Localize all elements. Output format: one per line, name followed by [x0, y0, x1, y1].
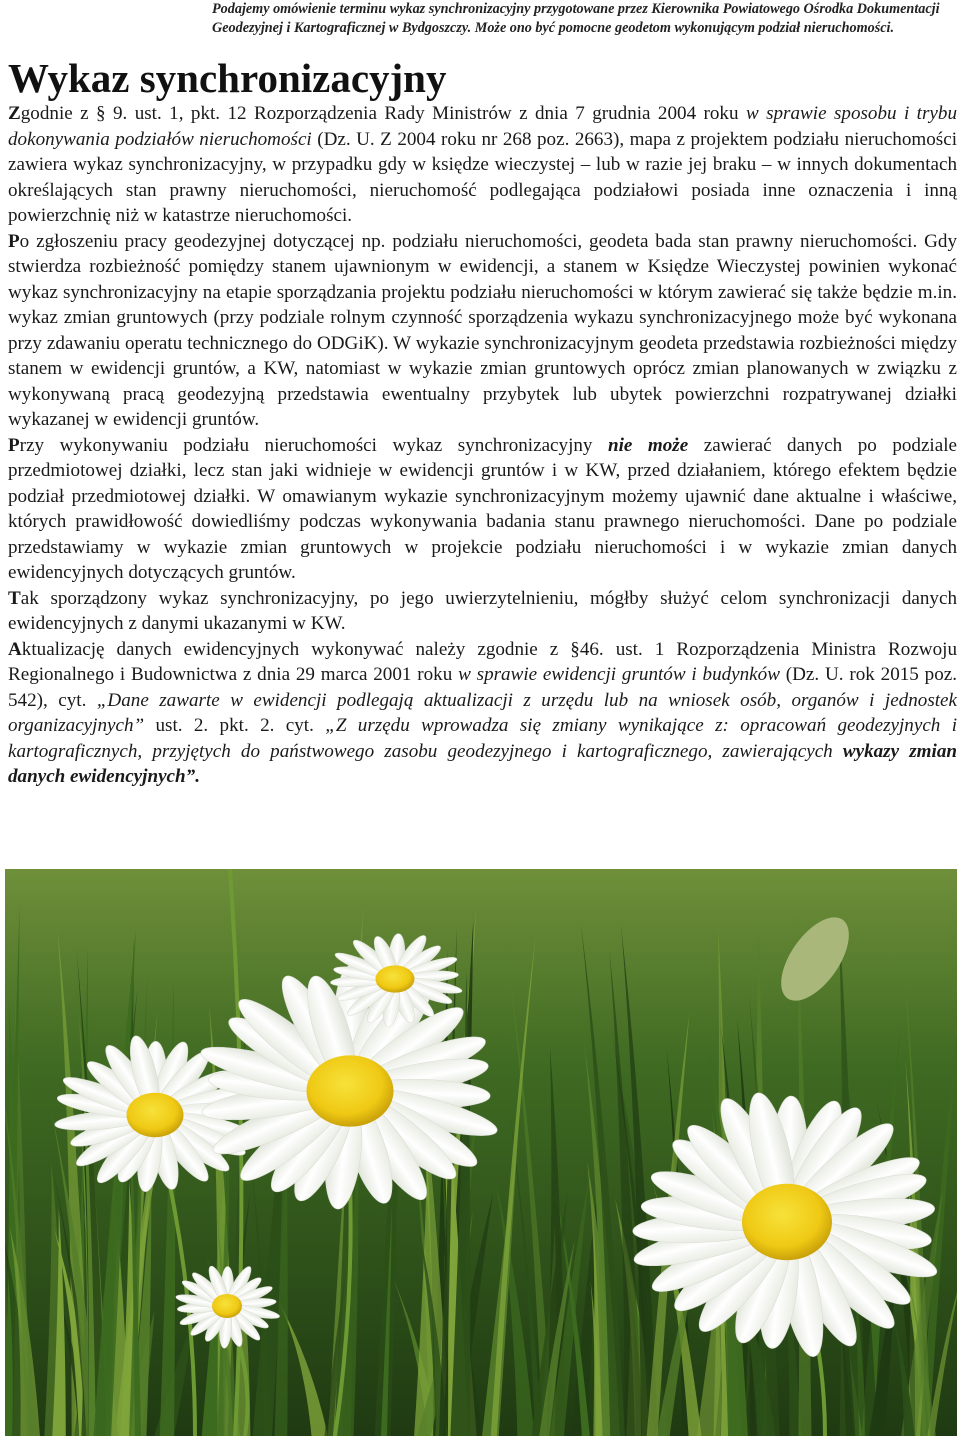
paragraph-text: rzy wykonywaniu podziału nieruchomości wykaz synchronizacyjny: [19, 434, 608, 456]
daisy-disc: [376, 965, 415, 992]
daisy-disc: [307, 1055, 394, 1126]
regulation-title: w sprawie ewidencji gruntów i budynków: [458, 664, 780, 685]
emphasis-text: nie może: [607, 434, 689, 456]
paragraph-text: o zgłoszeniu pracy geodezyjnej dotyczącej np. podziału nieruchomości, geodeta bada stan prawny nieruchomości. Gdy stwierdza rozbieżność pomiędzy stanem ujawnionym w ewidencji, a stanem w Księdze Wieczystej powinien wykonać wykaz synchronizacyjny na etapie sporządzania projektu podziału nieruchomości w którym zawierać się także będzie m.in. wykaz zmian gruntowych (przy podziale rolnym czynność sporządzenia wykazu synchronizacyjnego może być wykonana przy zdawaniu operatu technicznego do ODGiK). W wykazie synchronizacyjnym geodeta przedstawia rozbieżności między stanem w ewidencji gruntów, a KW, natomiast w wykazie zmian gruntowych oprócz zmian planowanych w związku z wykonywaną pracą geodezyjną przedstawia ewentualny przybytek lub ubytek powierzchni rozpatrywanej działki wykazanej w ewidencji gruntów.: [8, 230, 957, 430]
paragraph-4: [8, 586, 957, 637]
paragraph-1: [8, 101, 957, 229]
quote-bold-text: wykazy zmian danych ewidencyjnych”.: [8, 740, 957, 787]
paragraph-text: ust. 2. pkt. 2. cyt.: [144, 715, 326, 736]
paragraph-text: (Dz. U. rok 2015 poz. 542), cyt.: [8, 664, 958, 711]
paragraph-initial: A: [8, 638, 22, 660]
quote-text: „Z urzędu wprowadza się zmiany wynikające z: opracowań geodezyjnych i kartograficznych, przyjętych do państwowego zasobu geodezyjnego i kartograficznego, zawierających: [8, 715, 957, 762]
paragraph-text: ak sporządzony wykaz synchronizacyjny, po jego uwierzytelnieniu, mógłby służyć celom synchronizacji danych ewidencyjnych z danymi ukazanymi w KW.: [8, 587, 957, 634]
paragraph-5: [8, 637, 957, 790]
page-title: Wykaz synchronizacyjny: [8, 55, 447, 101]
quote-text: „Dane zawarte w ewidencji podlegają aktualizacji z urzędu lub na wniosek osób, organów i jednostek organizacyjnych”: [8, 689, 957, 736]
header-note: Podajemy omówienie terminu wykaz synchronizacyjny przygotowane przez Kierownika Powiatowego Ośrodka Dokumentacji Geodezyjnej i Kartograficznej w Bydgoszczy. Może ono być pomocne geodetom wykonującym podział nieruchomości.: [212, 1, 940, 36]
daisy-photo: [5, 869, 957, 1436]
regulation-title: w sprawie sposobu i trybu dokonywania podziałów nieruchomości: [8, 103, 957, 150]
daisy-disc: [742, 1184, 832, 1261]
paragraph-text: (Dz. U. Z 2004 roku nr 268 poz. 2663), mapa z projektem podziału nieruchomości zawiera wykaz synchronizacyjny, w przypadku gdy w księdze wieczystej – lub w razie jej braku – w innych dokumentach określających stan prawny nieruchomości, nieruchomość podlegająca podziałowi posiada inne oznaczenia i inną powierzchnię niż w katastrze nieruchomości.: [8, 128, 958, 226]
daisy-disc: [127, 1093, 184, 1137]
body-text: [8, 101, 957, 790]
paragraph-text: zawierać danych po podziale przedmiotowej działki, lecz stan jaki widnieje w ewidencji gruntów i w KW, przed działaniem, którego efektem będzie podział przedmiotowej działki. W omawianym wykazie synchronizacyjnym możemy ujawnić dane aktualne i właściwe, których prawidłowość dowiedliśmy podczas wykonywania badania stanu prawnego nieruchomości. Dane po podziale przedstawiamy w wykazie zmian gruntowych w projekcie podziału nieruchomości i w wykazie zmian danych ewidencyjnych dotyczących gruntów.: [8, 434, 957, 583]
paragraph-text: ktualizację danych ewidencyjnych wykonywać należy zgodnie z §46. ust. 1 Rozporządzenia Ministra Rozwoju Regionalnego i Budownictwa z dnia 29 marca 2001 roku: [8, 638, 957, 685]
paragraph-initial: P: [8, 230, 20, 252]
paragraph-initial: Z: [8, 103, 21, 124]
paragraph-initial: P: [8, 434, 20, 456]
paragraph-initial: T: [8, 587, 21, 609]
paragraph-text: godnie z § 9. ust. 1, pkt. 12 Rozporządzenia Rady Ministrów z dnia 7 grudnia 2004 roku: [20, 103, 746, 124]
daisy-disc: [212, 1294, 242, 1318]
paragraph-2: [8, 229, 957, 433]
daisy-photo-illustration: [5, 869, 957, 1436]
paragraph-3: [8, 433, 957, 586]
